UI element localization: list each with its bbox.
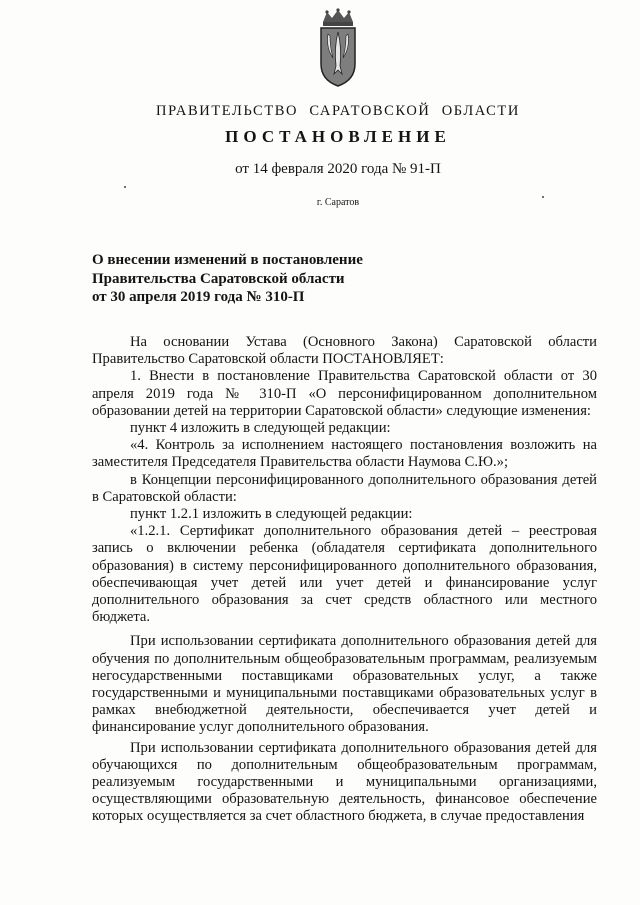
government-name: ПРАВИТЕЛЬСТВО САРАТОВСКОЙ ОБЛАСТИ [156, 103, 520, 119]
document-date-number: от 14 февраля 2020 года № 91-П [235, 161, 441, 177]
scan-speck [124, 186, 126, 188]
body-paragraph: «1.2.1. Сертификат дополнительного образования детей – реестровая запись о включении ребенка (обладателя сертификата дополнительного образования) в систему персонифицированного дополнительного образования, обеспечивающая учет детей или учет детей и финансирование услуг дополнительного образования за счет средств областного или местного бюджета. [92, 523, 597, 626]
document-type: ПОСТАНОВЛЕНИЕ [225, 127, 451, 146]
document-body [92, 334, 597, 826]
body-paragraph: При использовании сертификата дополнительного образования детей для обучения по дополнительным общеобразовательным программам, реализуемым негосударственными поставщиками образовательных услуг, а также государственными и муниципальными поставщиками образовательных услуг в рамках внебюджетной деятельности, обеспечивается учет детей и финансирование услуг дополнительного образования. [92, 633, 597, 736]
body-paragraph: пункт 1.2.1 изложить в следующей редакции: [130, 506, 413, 523]
body-paragraph: При использовании сертификата дополнительного образования детей для обучающихся по дополнительным общеобразовательным программам, реализуемым государственными и муниципальными организациями, осуществляющими образовательную деятельность, финансовое обеспечение которых осуществляется за счет областного бюджета, в случае предоставления [92, 739, 597, 825]
heading-line: Правительства Саратовской области [92, 270, 345, 287]
saratov-coat-of-arms-icon [313, 8, 363, 88]
body-paragraph: «4. Контроль за исполнением настоящего постановления возложить на заместителя Председателя Правительства области Наумова С.Ю.»; [92, 437, 597, 471]
body-paragraph: На основании Устава (Основного Закона) Саратовской области Правительство Саратовской области ПОСТАНОВЛЯЕТ: [92, 334, 597, 368]
body-paragraph: 1. Внести в постановление Правительства Саратовской области от 30 апреля 2019 года № 310-П «О персонифицированном дополнительном образовании детей на территории Саратовской области» следующие изменения: [92, 368, 597, 419]
scan-speck [542, 196, 544, 198]
body-paragraph: пункт 4 изложить в следующей редакции: [130, 420, 391, 437]
document-city: г. Саратов [316, 197, 360, 208]
body-paragraph: в Концепции персонифицированного дополнительного образования детей в Саратовской области: [92, 471, 597, 505]
document-heading [92, 251, 363, 307]
heading-line: О внесении изменений в постановление [92, 252, 363, 268]
heading-line: от 30 апреля 2019 года № 310-П [92, 289, 305, 305]
